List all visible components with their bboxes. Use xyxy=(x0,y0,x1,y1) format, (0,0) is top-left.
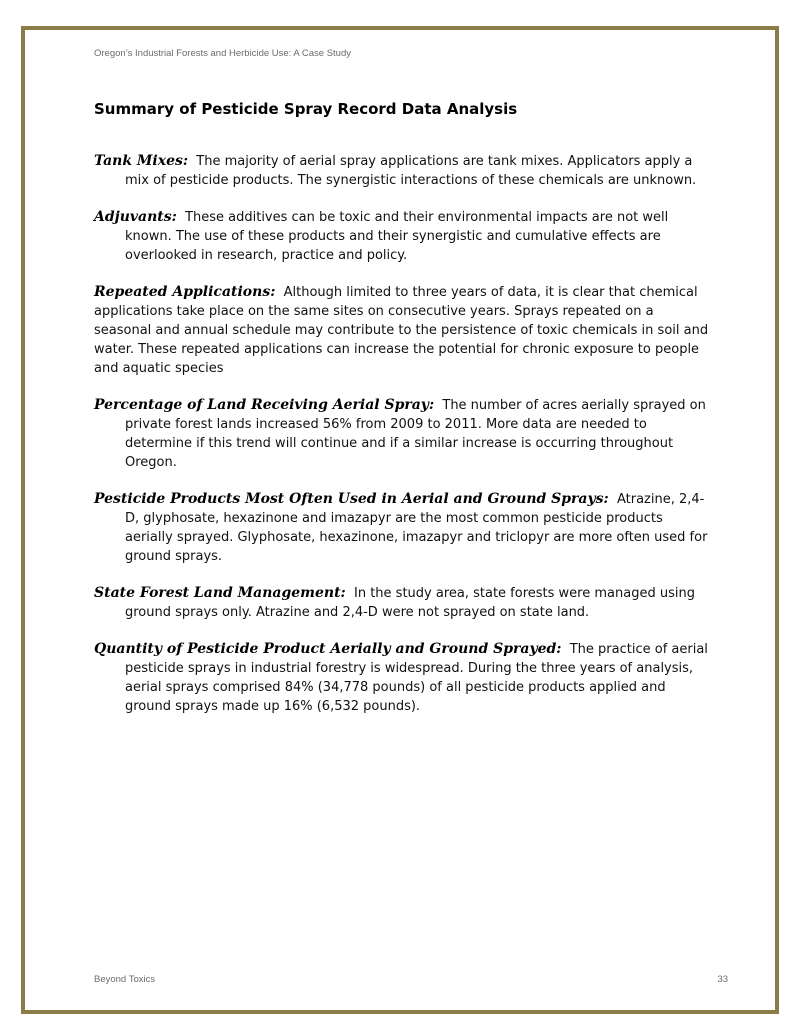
section-term: Repeated Applications: xyxy=(94,284,276,300)
running-header: Oregon’s Industrial Forests and Herbicide Use: A Case Study xyxy=(94,48,351,59)
section-text: The majority of aerial spray applications are tank mixes. Applicators apply a mix of pesticide products. The synergistic interactions of these chemicals are unknown. xyxy=(125,154,697,188)
section-term: Pesticide Products Most Often Used in Aerial and Ground Sprays: xyxy=(94,491,609,507)
section-state-forest xyxy=(94,584,714,622)
section-repeated-applications xyxy=(94,283,714,378)
footer-organization: Beyond Toxics xyxy=(94,974,156,985)
section-text: These additives can be toxic and their environmental impacts are not well known. The use of these products and their synergistic and cumulative effects are overlooked in research, practice and policy. xyxy=(125,210,669,263)
section-quantity-sprayed xyxy=(94,640,714,716)
section-percentage-of-land xyxy=(94,396,714,472)
section-adjuvants xyxy=(94,208,714,265)
section-text: In the study area, state forests were managed using ground sprays only. Atrazine and 2,4-D were not sprayed on state land. xyxy=(125,586,695,620)
page-number: 33 xyxy=(717,974,728,985)
section-text: Although limited to three years of data, it is clear that chemical applications take place on the same sites on consecutive years. Sprays repeated on a seasonal and annual schedule may contribute to the persistence of toxic chemicals in soil and water. These repeated applications can increase the potential for chronic exposure to people and aquatic species xyxy=(94,285,709,376)
section-pesticide-products xyxy=(94,490,714,566)
section-term: State Forest Land Management: xyxy=(94,585,346,601)
page-title: Summary of Pesticide Spray Record Data Analysis xyxy=(94,100,518,118)
section-text: The practice of aerial pesticide sprays in industrial forestry is widespread. During the three years of analysis, aerial sprays comprised 84% (34,778 pounds) of all pesticide products applied and ground sprays made up 16% (6,532 pounds). xyxy=(125,642,708,714)
section-tank-mixes xyxy=(94,152,714,190)
section-text: Atrazine, 2,4-D, glyphosate, hexazinone and imazapyr are the most common pesticide products aerially sprayed. Glyphosate, hexazinone, imazapyr and triclopyr are more often used for ground sprays. xyxy=(125,492,708,564)
section-text: The number of acres aerially sprayed on private forest lands increased 56% from 2009 to 2011. More data are needed to determine if this trend will continue and if a similar increase is occurring throughout Oregon. xyxy=(125,398,706,470)
section-term: Tank Mixes: xyxy=(94,153,189,169)
section-term: Percentage of Land Receiving Aerial Spray: xyxy=(94,397,435,413)
section-term: Adjuvants: xyxy=(94,209,177,225)
section-term: Quantity of Pesticide Product Aerially and Ground Sprayed: xyxy=(94,641,562,657)
summary-content xyxy=(94,152,714,734)
